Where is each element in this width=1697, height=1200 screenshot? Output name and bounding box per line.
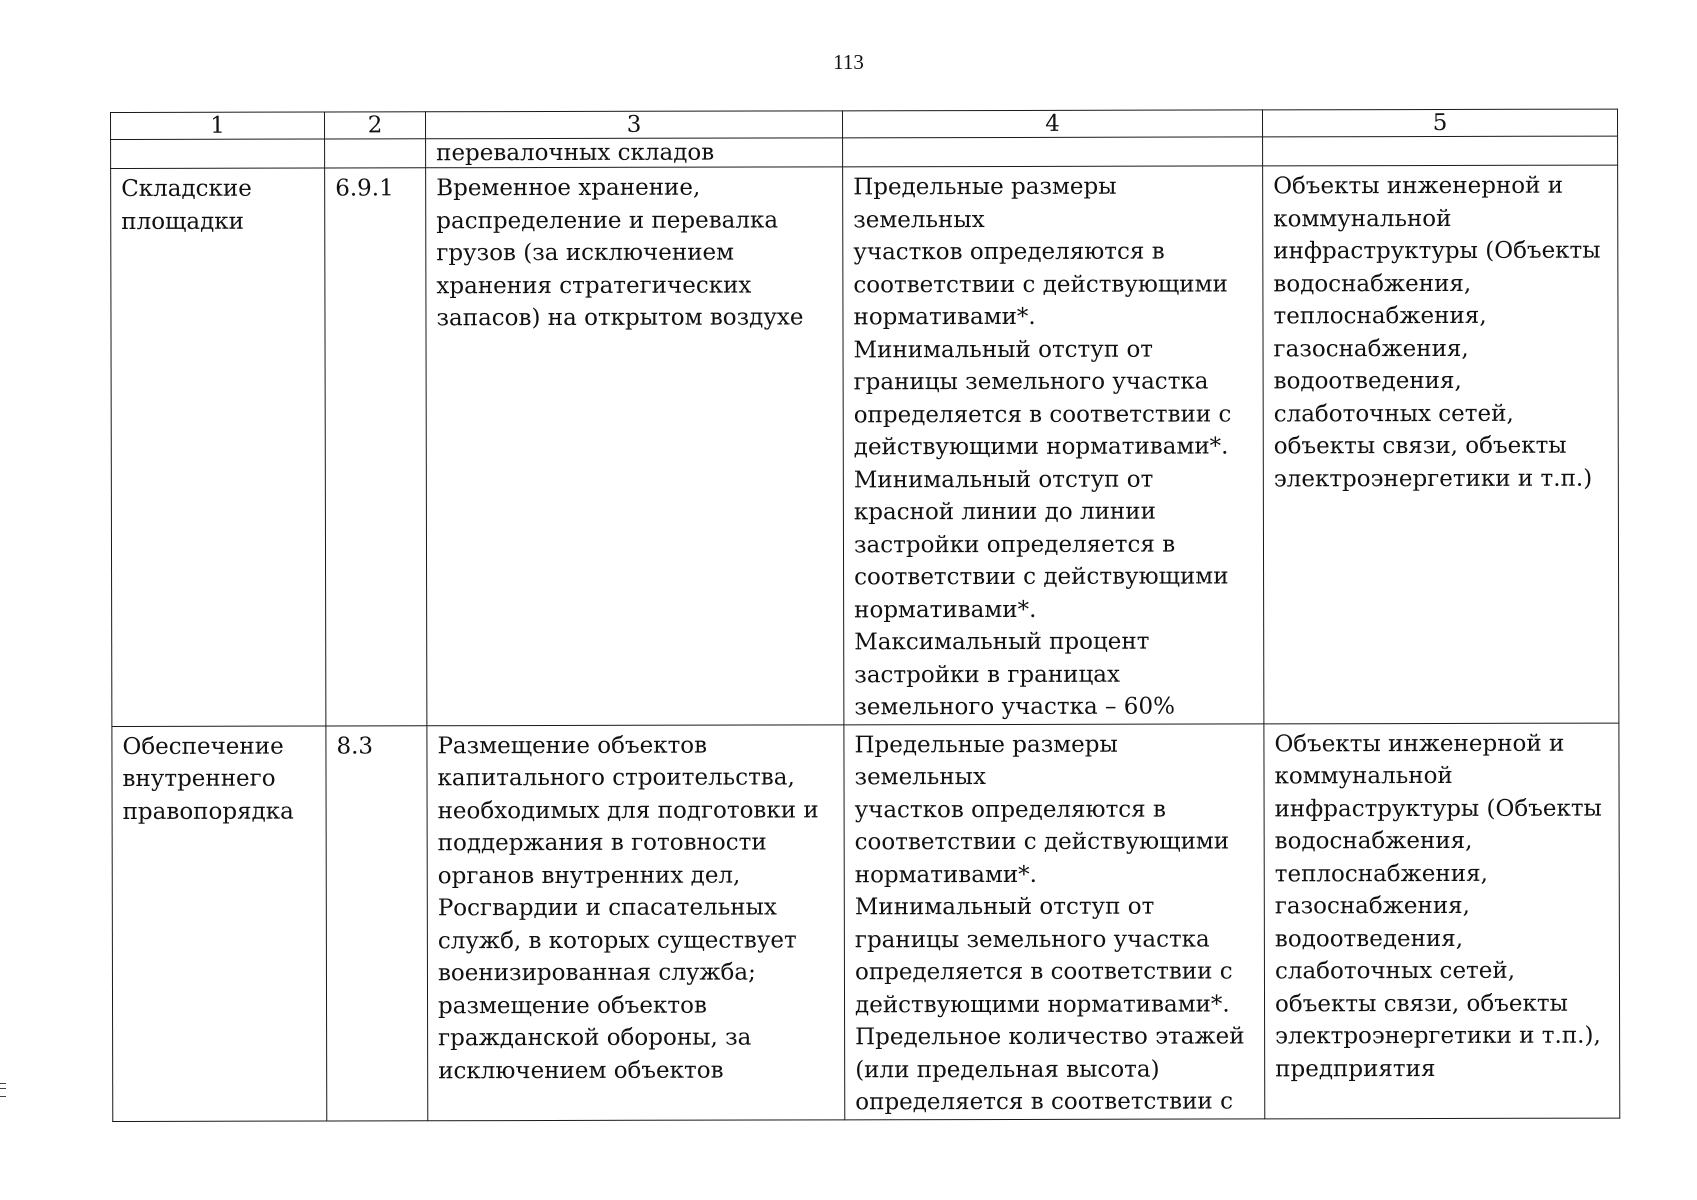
auxiliary-uses: Объекты инженерной и коммунальной инфраструктуры (Объекты водоснабжения, теплоснабжения, газоснабжения, водоотведения, слаботочных сетей, объекты связи, объекты электроэнергетики и т.п.) — [1263, 165, 1619, 723]
column-number-2: 2 — [325, 112, 426, 139]
column-number-4: 4 — [842, 110, 1262, 138]
land-use-description: Размещение объектов капитального строительства, необходимых для подготовки и поддержания в готовности органов внутренних дел, Росгвардии и спасательных служб, в которых существует военизированная служба; размещение объектов гражданской обороны, за исключением объектов — [427, 724, 845, 1120]
land-use-parameters: Предельные размеры земельных участков определяются в соответствии с действующими нормативами*. Минимальный отступ от границы земельного участка определяется в соответствии с действующими нормативами*. Минимальный отступ от красной линии до линии застройки определяется в соответствии с действующими нормативами*. Максимальный процент застройки в границах земельного участка – 60% — [843, 166, 1264, 724]
auxiliary-uses: Объекты инженерной и коммунальной инфраструктуры (Объекты водоснабжения, теплоснабжения, газоснабжения, водоотведения, слаботочных сетей, объекты связи, объекты электроэнергетики и т.п.), предприятия — [1264, 723, 1620, 1119]
zoning-table — [110, 109, 1620, 1122]
land-use-code: 6.9.1 — [325, 168, 427, 726]
table-row — [112, 723, 1620, 1121]
land-use-description: Временное хранение, распределение и перевалка грузов (за исключением хранения стратегических запасов) на открытом воздухе — [426, 167, 844, 725]
table-row — [111, 165, 1619, 726]
table-header-row — [111, 109, 1618, 139]
continuation-cell-1 — [111, 139, 325, 168]
continuation-text: перевалочных складов — [426, 138, 843, 168]
continuation-cell-5 — [1263, 136, 1618, 166]
continuation-cell-4 — [843, 137, 1263, 167]
land-use-code: 8.3 — [326, 725, 428, 1120]
column-number-3: 3 — [426, 111, 843, 139]
page-number: 113 — [833, 50, 864, 74]
binding-margin-mark — [0, 1083, 6, 1097]
land-use-name: Складские площадки — [111, 168, 326, 726]
continuation-row — [111, 136, 1618, 168]
column-number-5: 5 — [1262, 109, 1617, 137]
continuation-cell-2 — [325, 139, 426, 168]
land-use-name: Обеспечение внутреннего правопорядка — [112, 726, 327, 1121]
land-use-parameters: Предельные размеры земельных участков определяются в соответствии с действующими нормативами*. Минимальный отступ от границы земельного участка определяется в соответствии с действующими нормативами*. Предельное количество этажей (или предельная высота) определяется в соответствии с — [844, 723, 1265, 1119]
column-number-1: 1 — [111, 112, 325, 139]
